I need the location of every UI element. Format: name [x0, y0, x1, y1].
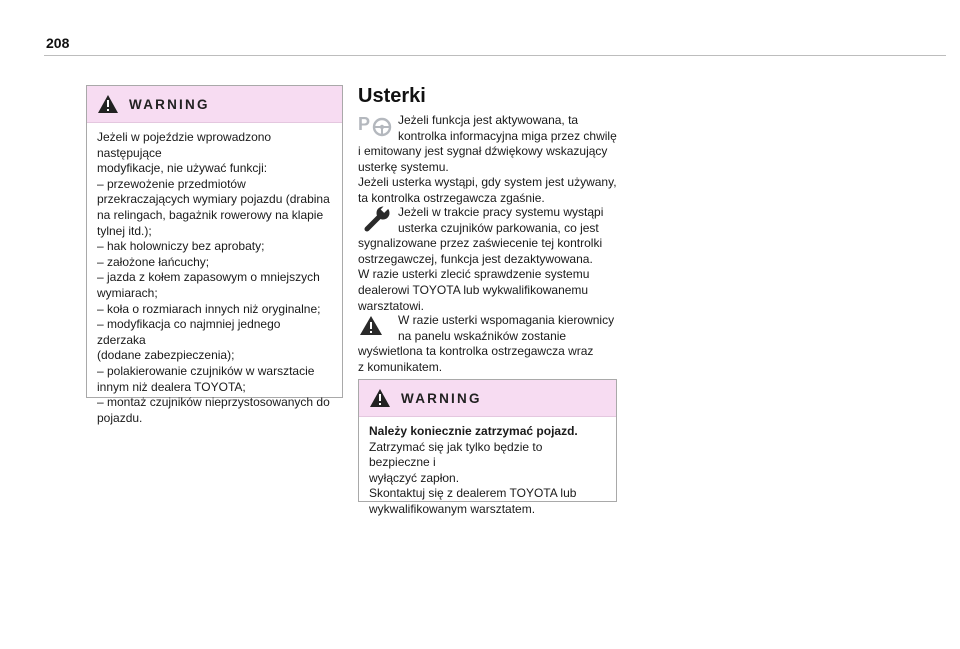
paragraph-line: z komunikatem. — [358, 359, 443, 374]
paragraph-line: Jeżeli funkcja jest aktywowana, ta — [398, 113, 579, 127]
warning-line: Skontaktuj się z dealerem TOYOTA lub — [369, 486, 577, 501]
warning-line: na relingach, bagażnik rowerowy na klapie — [97, 207, 324, 222]
paragraph-line: dealerowi TOYOTA lub wykwalifikowanemu — [358, 282, 589, 297]
paragraph-line: Jeżeli w trakcie pracy systemu wystąpi — [398, 205, 604, 219]
warning-line: – montaż czujników nieprzystosowanych do — [97, 395, 330, 410]
warning-line: – hak holowniczy bez aprobaty; — [97, 239, 265, 254]
alert-triangle-icon — [358, 313, 392, 339]
alert-icon-wrap — [358, 313, 396, 341]
wrench-icon-wrap — [358, 205, 396, 233]
warning-line: – koła o rozmiarach innych niż oryginalne; — [97, 301, 321, 316]
warning-line: pojazdu. — [97, 410, 143, 425]
paragraph-line: usterka czujników parkowania, co jest — [398, 220, 599, 235]
warning-box-modifications — [86, 85, 343, 425]
page-number: 208 — [46, 35, 70, 51]
paragraph-line: ostrzegawczej, funkcja jest dezaktywowana. — [358, 251, 593, 266]
warning-header — [359, 380, 616, 417]
warning-line: (dodane zabezpieczenia); — [97, 348, 235, 363]
paragraph-line: kontrolka informacyjna miga przez chwilę — [398, 128, 617, 143]
warning-line: – modyfikacja co najmniej jednego zderzaka — [97, 317, 281, 347]
paragraph-line: Jeżeli usterka wystąpi, gdy system jest używany, — [358, 175, 617, 190]
svg-text:P: P — [358, 114, 371, 134]
header-rule — [44, 55, 946, 56]
warning-line: – jazda z kołem zapasowym o mniejszych — [97, 270, 320, 285]
paragraph-line: ta kontrolka ostrzegawcza zgaśnie. — [358, 190, 545, 205]
warning-title: WARNING — [401, 390, 482, 406]
warning-line: przekraczających wymiary pojazdu (drabina — [97, 192, 330, 207]
warning-line: Zatrzymać się jak tylko będzie to bezpieczne i — [369, 439, 543, 470]
paragraph-line: na panelu wskaźników zostanie — [398, 328, 567, 343]
warning-line: – przewożenie przedmiotów — [97, 176, 246, 191]
warning-line: Jeżeli w pojeździe wprowadzono następujące — [97, 130, 272, 160]
warning-bold-line: Należy koniecznie zatrzymać pojazd. — [369, 424, 578, 438]
warning-line: – polakierowanie czujników w warsztacie — [97, 363, 315, 378]
warning-title: WARNING — [129, 96, 210, 112]
warning-line: – założone łańcuchy; — [97, 254, 210, 269]
parking-sensor-icon — [358, 113, 394, 137]
warning-box-stop-vehicle — [358, 379, 617, 516]
paragraph-line: wyświetlona ta kontrolka ostrzegawcza wraz — [358, 344, 594, 359]
paragraph-line: sygnalizowane przez zaświecenie tej kontrolki — [358, 236, 603, 251]
warning-line: wykwalifikowanym warsztatem. — [369, 501, 536, 516]
warning-line: wymiarach; — [97, 285, 158, 300]
paragraph-line: usterkę systemu. — [358, 159, 449, 174]
warning-line: wyłączyć zapłon. — [369, 470, 460, 485]
paragraph-line: warsztatowi. — [358, 298, 425, 313]
warning-header — [87, 86, 342, 123]
paragraph-line: W razie usterki wspomagania kierownicy — [398, 313, 615, 327]
warning-line: innym niż dealera TOYOTA; — [97, 379, 246, 394]
warning-triangle-icon — [369, 388, 391, 408]
parking-sensor-icon-wrap — [358, 113, 396, 141]
wrench-icon — [358, 205, 392, 233]
paragraph-sensor-fault — [358, 205, 618, 314]
warning-body — [87, 123, 342, 434]
paragraph-parking-info — [358, 113, 618, 207]
paragraph-steering-fault — [358, 313, 618, 375]
paragraph-line: i emitowany jest sygnał dźwiękowy wskazujący — [358, 144, 608, 159]
warning-line: tylnej itd.); — [97, 223, 152, 238]
paragraph-line: W razie usterki zlecić sprawdzenie systemu — [358, 267, 590, 282]
section-title: Usterki — [358, 85, 426, 107]
warning-triangle-icon — [97, 94, 119, 114]
warning-body — [359, 417, 616, 526]
warning-line: modyfikacje, nie używać funkcji: — [97, 161, 268, 176]
